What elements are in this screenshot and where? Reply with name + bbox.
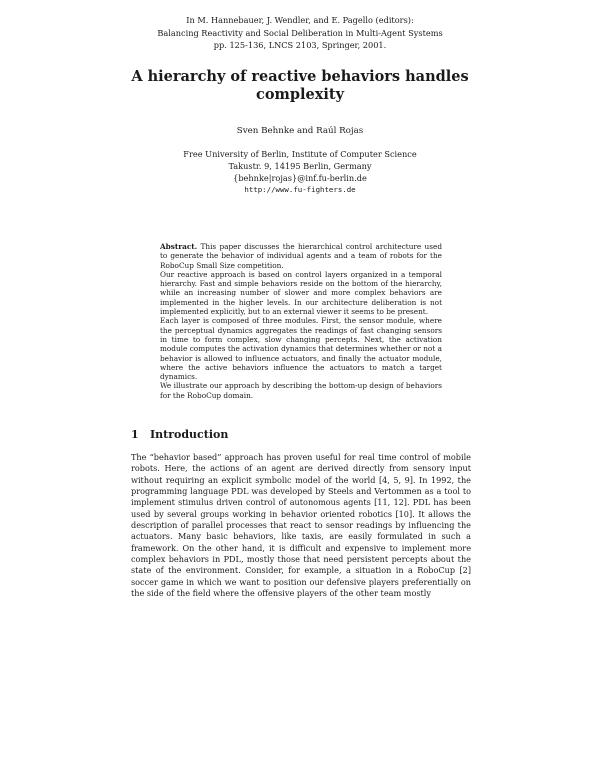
header-editors-line: In M. Hannebauer, J. Wendler, and E. Pagello (editors): — [186, 15, 414, 25]
introduction-paragraph: The “behavior based” approach has proven useful for real time control of mobile robots. Here, the actions of an agent are derived directly from sensory input without requiring an explicit symbolic model of the world [4, 5, 9]. In 1992, the programming language PDL was developed by Steels and Vertommen as a tool to implement stimulus driven control of autonomous agents [11, 12]. PDL has been used by several groups working in behavior oriented robotics [10]. It allows the description of parallel processes that react to sensor readings by influencing the actuators. Many basic behaviors, like taxis, are easily formulated in such a framework. On the other hand, it is difficult and expensive to implement more complex behaviors in PDL, mostly those that need persistent percepts about the state of the environment. Consider, for example, a situation in a RoboCup [2] soccer game in which we want to position our defensive players preferentially on the side of the field where the offensive players of the other team mostly — [131, 452, 471, 599]
abstract-paragraph-2: Our reactive approach is based on control layers organized in a temporal hierarchy. Fast and simple behaviors reside on the bottom of the hierarchy, while an increasing number of slower and more complex behaviors are implemented in the higher levels. In our architecture deliberation is not implemented explicitly, but to an external viewer it seems to be present. — [160, 269, 442, 317]
abstract-text-1: This paper discusses the hierarchical control architecture used to generate the behavior of individual agents and a team of robots for the RoboCup Small Size competition. — [160, 242, 442, 270]
header-pages-line: pp. 125-136, LNCS 2103, Springer, 2001. — [213, 40, 387, 50]
affiliation-institute: Free University of Berlin, Institute of Computer Science — [183, 149, 417, 159]
affiliation — [0, 149, 600, 196]
abstract-label: Abstract. — [160, 242, 198, 251]
paper-authors: Sven Behnke and Raúl Rojas — [236, 126, 364, 136]
header-book-line: Balancing Reactivity and Social Deliberation in Multi-Agent Systems — [157, 27, 443, 38]
abstract-paragraph-3: Each layer is composed of three modules. First, the sensor module, where the perceptual dynamics aggregates the readings of fast changing sensors in time to form complex, slow changing percepts. Next, the activation module computes the activation dynamics that determines whether or not a behavior is allowed to influence actuators, and finally the actuator module, where the active behaviors influence the actuators to match a target dynamics. — [160, 316, 442, 382]
paper-title — [0, 68, 600, 104]
section-number: 1 — [131, 428, 139, 441]
affiliation-email: {behnke|rojas}@inf.fu-berlin.de — [233, 172, 367, 183]
affiliation-address: Takustr. 9, 14195 Berlin, Germany — [228, 160, 372, 171]
section-title: Introduction — [150, 428, 229, 441]
abstract — [160, 242, 442, 400]
title-line-2: complexity — [256, 86, 344, 103]
title-line-1: A hierarchy of reactive behaviors handles — [131, 68, 469, 85]
section-heading-introduction — [131, 428, 471, 441]
abstract-paragraph-4: We illustrate our approach by describing the bottom-up design of behaviors for the RoboCup domain. — [160, 381, 442, 400]
introduction-body — [131, 452, 471, 599]
publication-header — [0, 14, 600, 52]
abstract-paragraph-1 — [160, 242, 442, 270]
affiliation-url: http://www.fu-fighters.de — [244, 185, 356, 195]
